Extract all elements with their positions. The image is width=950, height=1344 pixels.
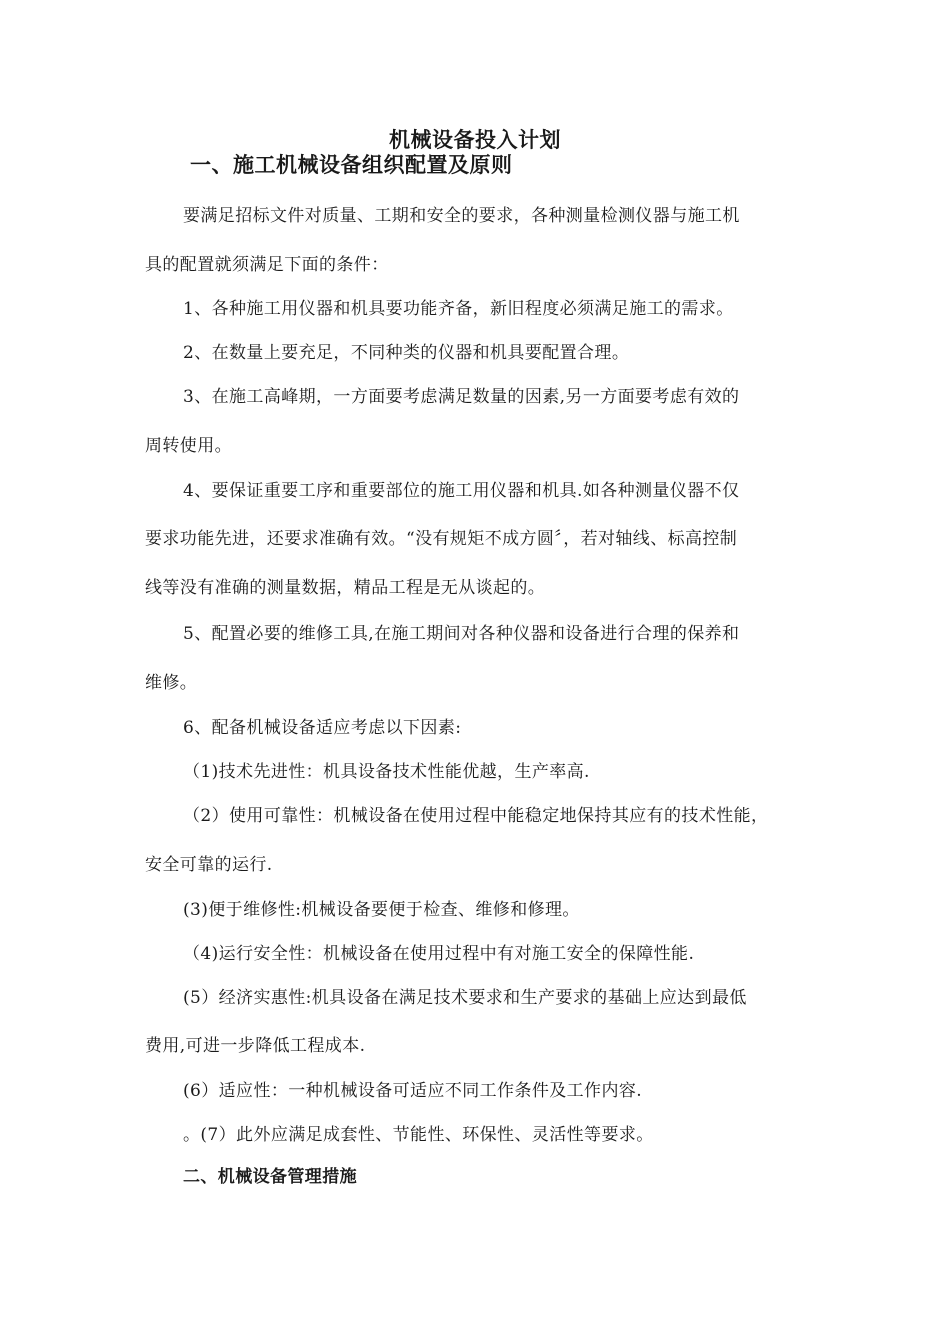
paragraph-line: (5）经济实惠性:机具设备在满足技术要求和生产要求的基础上应达到最低 (183, 988, 747, 1008)
paragraph-line: 费用,可进一步降低工程成本. (145, 1036, 366, 1056)
paragraph-line: （2）使用可靠性：机械设备在使用过程中能稳定地保持其应有的技术性能， (183, 806, 769, 826)
section-heading-2: 二、机械设备管理措施 (183, 1167, 357, 1187)
paragraph-line: 1、各种施工用仪器和机具要功能齐备，新旧程度必须满足施工的需求。 (183, 299, 734, 319)
paragraph-line: 维修。 (145, 673, 198, 693)
paragraph-line: (6）适应性：一种机械设备可适应不同工作条件及工作内容. (183, 1081, 643, 1101)
paragraph-line: 具的配置就须满足下面的条件： (145, 255, 389, 275)
paragraph-line: 周转使用。 (145, 436, 232, 456)
paragraph-line: 。(7）此外应满足成套性、节能性、环保性、灵活性等要求。 (183, 1125, 654, 1145)
paragraph-line: 安全可靠的运行. (145, 855, 273, 875)
paragraph-line: 线等没有准确的测量数据，精品工程是无从谈起的。 (145, 578, 546, 598)
document-title: 机械设备投入计划 (389, 127, 561, 152)
paragraph-line: (3)便于维修性:机械设备要便于检查、维修和修理。 (183, 900, 580, 920)
paragraph-line: 4、要保证重要工序和重要部位的施工用仪器和机具.如各种测量仪器不仅 (183, 481, 740, 501)
paragraph-line: 6、配备机械设备适应考虑以下因素: (183, 718, 462, 738)
paragraph-line: 5、配置必要的维修工具,在施工期间对各种仪器和设备进行合理的保养和 (183, 624, 740, 644)
paragraph-line: 要满足招标文件对质量、工期和安全的要求，各种测量检测仪器与施工机 (183, 206, 740, 226)
paragraph-line: （1)技术先进性：机具设备技术性能优越，生产率高. (183, 762, 590, 782)
section-heading-1: 一、施工机械设备组织配置及原则 (190, 152, 513, 177)
paragraph-line: （4)运行安全性：机械设备在使用过程中有对施工安全的保障性能. (183, 944, 695, 964)
paragraph-line: 2、在数量上要充足，不同种类的仪器和机具要配置合理。 (183, 343, 630, 363)
paragraph-line: 3、在施工高峰期，一方面要考虑满足数量的因素,另一方面要考虑有效的 (183, 387, 740, 407)
paragraph-line: 要求功能先进，还要求准确有效。“没有规矩不成方圆〞，若对轴线、标高控制 (145, 529, 738, 549)
